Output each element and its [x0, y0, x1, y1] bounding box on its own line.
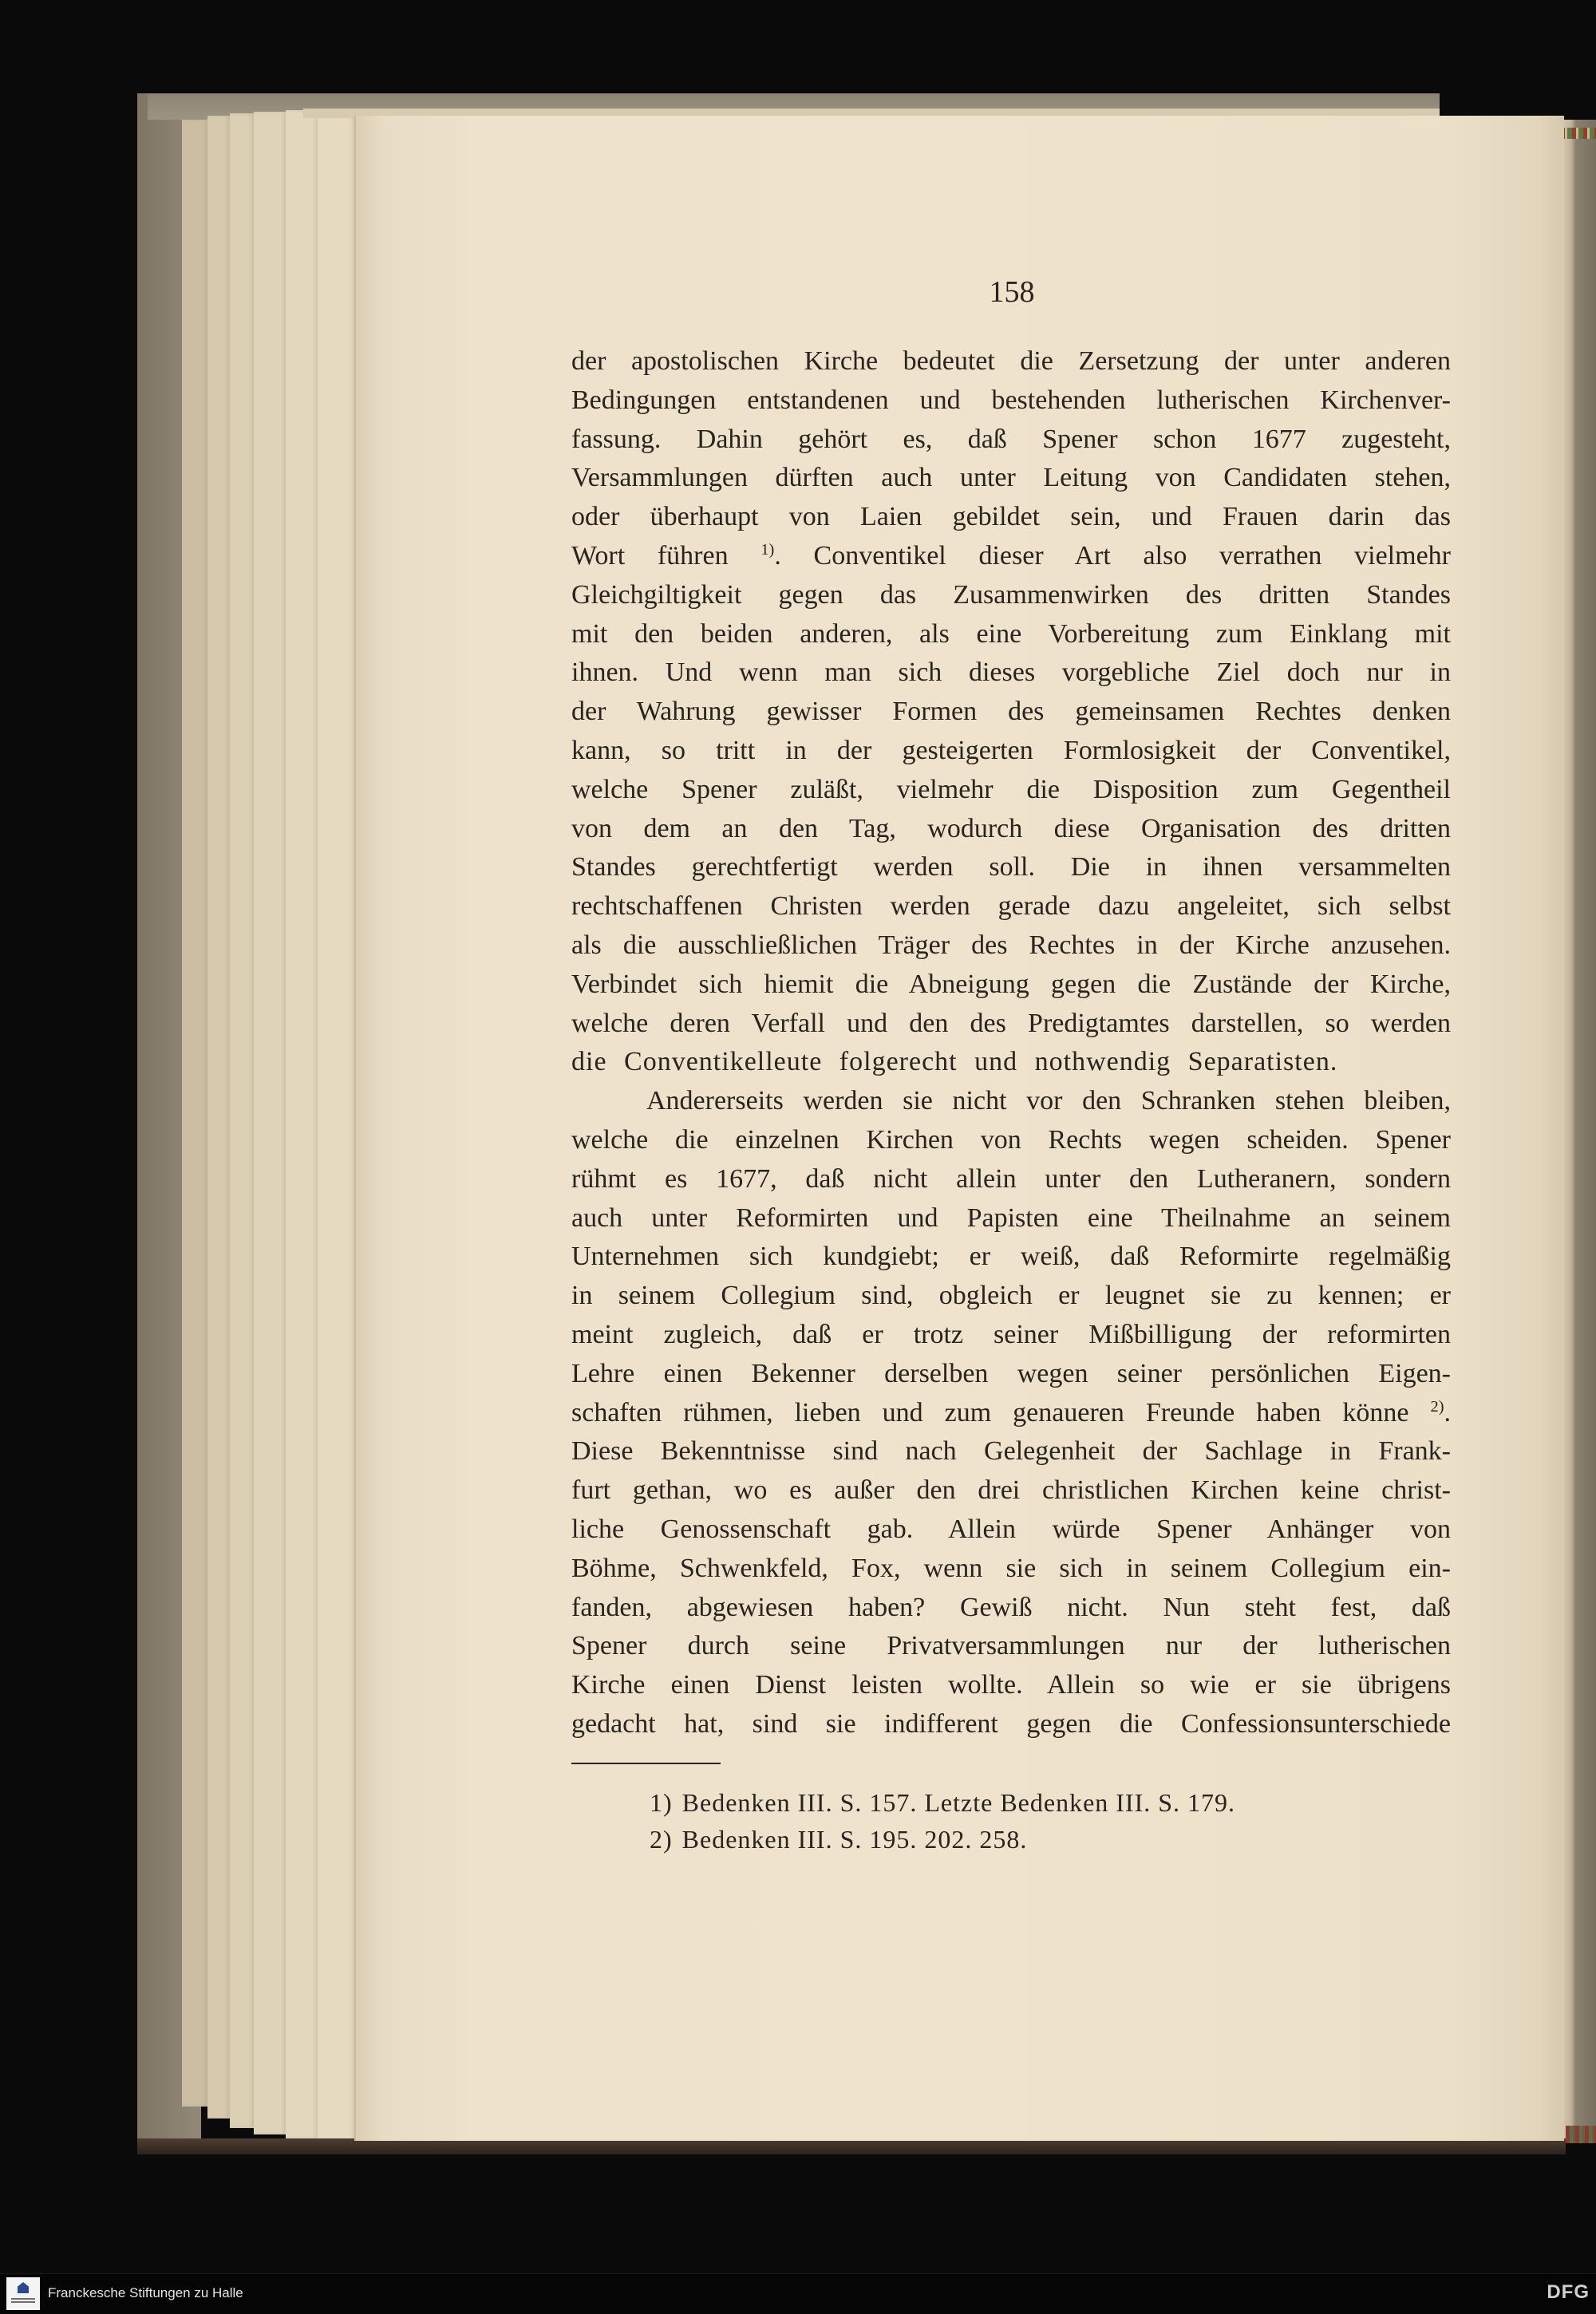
text-line: die Conventikelleute folgerecht und nothwendig Separatisten.: [571, 1047, 1338, 1077]
text-line: der apostolischen Kirche bedeutet die Zersetzung der unter anderen: [571, 346, 1451, 376]
text-line: Unternehmen sich kundgiebt; er weiß, daß Reformirte regelmäßig: [571, 1242, 1451, 1272]
footnote-text: Bedenken III. S. 195. 202. 258.: [681, 1824, 1028, 1854]
footnote-reference: 2): [1430, 1397, 1444, 1416]
text-segment: schaften rühmen, lieben und zum genaueren Freunde haben könne: [571, 1397, 1431, 1427]
page-edge-strip: [286, 110, 319, 2138]
text-line: Kirche einen Dienst leisten wollte. Allein so wie er sie übrigens: [571, 1670, 1451, 1700]
text-line: meint zugleich, daß er trotz seiner Mißbilligung der reformirten: [571, 1319, 1451, 1349]
text-line: Standes gerechtfertigt werden soll. Die in ihnen versammelten: [571, 852, 1451, 883]
text-line: liche Genossenschaft gab. Allein würde Spener Anhänger von: [571, 1514, 1451, 1544]
text-line: welche deren Verfall und den des Predigtamtes darstellen, so werden: [571, 1008, 1451, 1038]
page-number: 158: [989, 275, 1035, 309]
logo-caption-lines: [11, 2298, 35, 2304]
text-segment: . Conventikel dieser Art also verrathen vielmehr: [774, 540, 1451, 571]
page-edge-strip: [318, 110, 356, 2141]
text-line: furt gethan, wo es außer den drei christlichen Kirchen keine christ-: [571, 1475, 1451, 1506]
text-line: rühmt es 1677, daß nicht allein unter den Lutheranern, sondern: [571, 1163, 1451, 1194]
franckesche-stiftungen-logo: [6, 2277, 40, 2310]
institution-name: Franckesche Stiftungen zu Halle: [48, 2285, 243, 2300]
footnote-text: Bedenken III. S. 157. Letzte Bedenken III. S. 179.: [681, 1788, 1236, 1817]
book-cover-bottom: [137, 2138, 1566, 2154]
footnote-reference: 1): [760, 540, 775, 559]
text-line: Andererseits werden sie nicht vor den Schranken stehen bleiben,: [646, 1086, 1451, 1116]
text-line: Gleichgiltigkeit gegen das Zusammenwirken des dritten Standes: [571, 579, 1451, 610]
text-line: rechtschaffenen Christen werden gerade dazu angeleitet, sich selbst: [571, 891, 1451, 922]
dfg-logo: DFG: [1547, 2281, 1590, 2303]
text-line: Böhme, Schwenkfeld, Fox, wenn sie sich in seinem Collegium ein-: [571, 1553, 1451, 1583]
text-line: [571, 1394, 1451, 1433]
text-segment: Wort führen: [571, 540, 761, 571]
text-line: welche Spener zuläßt, vielmehr die Disposition zum Gegentheil: [571, 774, 1451, 804]
text-line: in seinem Collegium sind, obgleich er leugnet sie zu kennen; er: [571, 1281, 1451, 1311]
bookmark-ribbon-end: [1566, 2126, 1596, 2143]
next-page-edge: [1562, 120, 1596, 2138]
text-line: Diese Bekenntnisse sind nach Gelegenheit der Sachlage in Frank-: [571, 1436, 1451, 1467]
text-line: mit den beiden anderen, als eine Vorbereitung zum Einklang mit: [571, 618, 1451, 649]
paragraph: [571, 342, 1451, 1082]
page-edge-strip: [182, 120, 209, 2107]
body-text: [571, 342, 1451, 1744]
text-line: von dem an den Tag, wodurch diese Organisation des dritten: [571, 813, 1451, 843]
text-line: Lehre einen Bekenner derselben wegen seiner persönlichen Eigen-: [571, 1358, 1451, 1388]
text-line: kann, so tritt in der gesteigerten Formlosigkeit der Conventikel,: [571, 735, 1451, 765]
text-line: oder überhaupt von Laien gebildet sein, und Frauen darin das: [571, 502, 1451, 532]
text-line: fassung. Dahin gehört es, daß Spener schon 1677 zugesteht,: [571, 424, 1451, 454]
text-line: auch unter Reformirten und Papisten eine Theilnahme an seinem: [571, 1202, 1451, 1233]
text-line: welche die einzelnen Kirchen von Rechts wegen scheiden. Spener: [571, 1124, 1451, 1155]
text-line: Versammlungen dürften auch unter Leitung von Candidaten stehen,: [571, 463, 1451, 493]
footnote-separator: [571, 1763, 721, 1764]
text-line: Spener durch seine Privatversammlungen nur der lutherischen: [571, 1631, 1451, 1661]
text-line: ihnen. Und wenn man sich dieses vorgebliche Ziel doch nur in: [571, 657, 1451, 688]
text-line: gedacht hat, sind sie indifferent gegen die Confessionsunterschiede: [571, 1708, 1451, 1739]
footnote-mark: 1): [650, 1788, 673, 1817]
footnotes: [650, 1785, 1451, 1858]
page-edge-strip: [207, 116, 231, 2119]
text-line: Bedingungen entstandenen und bestehenden lutherischen Kirchenver-: [571, 385, 1451, 415]
text-line: Verbindet sich hiemit die Abneigung gegen die Zustände der Kirche,: [571, 969, 1451, 999]
text-line: fanden, abgewiesen haben? Gewiß nicht. Nun steht fest, daß: [571, 1592, 1451, 1622]
page-edge-strip: [230, 113, 255, 2128]
text-line: als die ausschließlichen Träger des Rechtes in der Kirche anzusehen.: [571, 930, 1451, 960]
footnote: [650, 1822, 1451, 1858]
text-segment: .: [1444, 1397, 1451, 1427]
footnote-mark: 2): [650, 1824, 673, 1854]
footnote: [650, 1785, 1451, 1822]
paragraph: [571, 1082, 1451, 1744]
text-line: [571, 537, 1451, 576]
text-line: der Wahrung gewisser Formen des gemeinsamen Rechtes denken: [571, 697, 1451, 727]
franckesche-stiftungen-emblem-icon: [18, 2282, 29, 2293]
page-edge-strip: [254, 112, 287, 2134]
